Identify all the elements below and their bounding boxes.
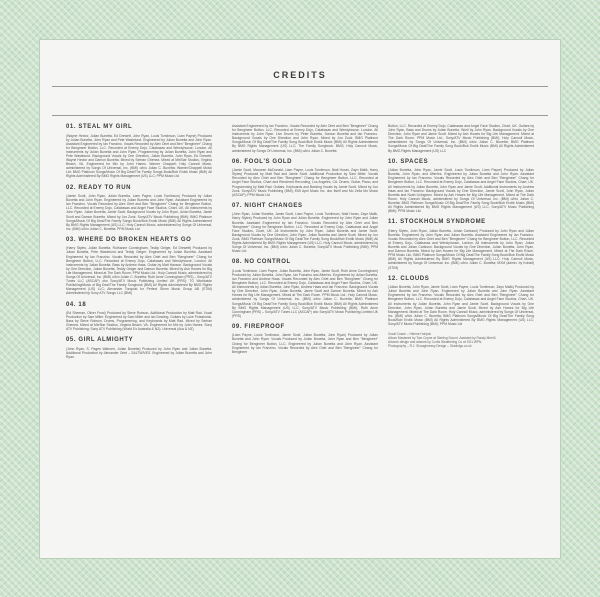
track-credit [66,185,212,231]
track-credit-text: (Wayne Hector, Julian Bunetta, Ed Drewett, John Ryan, Louis Tomlinson, Liam Payne) Produced by Julian Bunetta, John Ryan and Pete Wastelund. Engineered by Julian Bunetta and John Ryan. Assistant Engineered by Ian Franzino. Vocals Recorded by Alex Oriet and Ben "Bengineer" Chang for Bengineer Button, LLC. Recorded at Enemy Dojo, Calabasas and Wendyhouse, London. All Instruments by Julian Bunetta and John Ryan. Programming by Julian Bunetta, John Ryan and Pete Wastelund. Background Vocals by One Direction, Julian Bunetta, John Ryan, Ed Drewett, Wayne Hector and Damon Bunetta. Mixed by Serban Ghenea. Mixed at MixStar Studios, Virginia Beach, VA. Engineered for Mix by John Hanes. Warner Chappell; Holy Cannoli Music, administered by Songs Of Universal, Inc. (BMI) o/b/o Julian C. Bunetta; Warner/Chappell Music Ltd; BMG Platinum Songs/Music Of Big Deal/The Family Songs Book/Bob Erotik Music (BMI) All Rights Administered By BMG Rights Management (US) LLC; PPM Music Ltd [66,133,212,179]
track-credit [66,237,212,296]
track-heading: 04. 18 [66,301,87,308]
track-credit-text: (John Ryan, Julian Bunetta, Jamie Scott, Liam Payne, Louis Tomlinson, Niall Horan, Zayn Malik, Harry Styles) Produced by John Ryan and Julian Bunetta. Engineered by John Ryan and Julian Bunetta. Assistant Engineered by Ian Franzino. Vocals Recorded by Alex Oriet and Ben "Bengineer" Chang for Bengineer Button, LLC. Recorded at Enemy Dojo, Calabasas and Angel Face Studios, Chart, UK. All Instruments by John Ryan, Julian Bunetta and Jamie Scott. Background Vocals by One Direction, John Ryan, Julian Bunetta and Jamie Scott. Mixed by Jon Zook. BMG Platinum Songs/Music Of Big Deal/The Family Song Book/Bob Erotik Music (BMI) All Rights Administered By BMG Rights Management (US) LLC; Holy Cannoli Music, administered by Songs Of Universal, Inc. (BMI) o/b/o Julian C. Bunetta; Sony/ATV Music Publishing (BMI); PPM Music Ltd [232,212,378,254]
page-title: CREDITS [273,70,327,80]
track-credit-text: (Harry Styles, Julian Bunetta, Ruthanne Cunningham, Teddy Geiger, Ed Drewett) Produced by Julian Bunetta, Pete Wastelund and Teddy Geiger. Engineered by Julian Bunetta. Assistant Engineered by Ian Franzino. Vocals Recorded by Alex Oriet and Ben "Bengineer" Chang for Bengineer Button, LLC. Recorded at Enemy Dojo, Calabasas and Wendyhouse, London. All Instruments by Julian Bunetta. Bass by Andrew Haas. Guitar by Matt Hanson. Background Vocals by One Direction, Julian Bunetta, Teddy Geiger and Damon Bunetta. Mixed by Ash Howes for Big Life Management. Mixed at The Dark Room. PPM Music Ltd.; Holy Cannoli Music, administered by Songs Of Universal, Inc. (BMI) o/b/o Julian C. Bunetta; Ruth Anne Cunningham (PRS) – Sony/ATV Tunes LLC (ASCAP) obo Sony/ATV Music Publishing Limited UK (PRS); TG Worldwide Publishing/Music of Big Deal/The Family Songbook (BMI) All Rights Administered By BMG Rights Management (US) LLC; Alexander Tonquist for Perfect Storm Music Group AB (STIM) Administered by Sony ATV Songs LLC (BMI) [66,246,213,296]
track-heading: 06. FOOL'S GOLD [232,158,293,165]
track-credit [388,159,534,214]
track-credit [232,259,378,318]
track-credit [232,124,378,153]
footer-note-line: Photography – R.J. Shaughnessy Design – Studiolgo.co.uk [388,344,472,349]
credits-column-1 [66,124,212,365]
footer-note-line: Album Mastered by Tom Coyne at Sterling Sound. Assisted by Randy Merrill. [388,336,497,341]
track-credit-text: (Ed Sheeran, Oliver Frost) Produced by Steve Robson. Additional Production by Matt Rad. Vocal Production by Sam Miller. Engineered by Sam Miller and Ian Dowling. Guitars by Luke Potashnick. Bass by Steve Robson. Drums, Programming, and Keyboards by Matt Rad. Mixed by Serban Ghenea. Mixed at MixStar Studios, Virginia Beach, VA. Engineered for Mix by John Hanes. Sony ATV Publishing; Sony ATV Publishing (World Ex Australia & NZ); Universal (Aus & NZ) [66,311,212,332]
track-credit [66,337,212,359]
track-credit-text: (Julian Bunetta, John Ryan, Jamie Scott, Liam Payne, Louis Tomlinson, Zayn Malik) Produced by Julian Bunetta and John Ryan. Engineered by Julian Bunetta and John Ryan. Assistant Engineered by Ian Franzino. Vocals Recorded by Alex Oriet and Ben "Bengineer" Chang for Bengineer Button, LLC. Recorded at Enemy Dojo, Calabasas and Angel Face Studios, Chart, UK. All Instruments by Julian Bunetta, John Ryan and Jamie Scott. Background Vocals by One Direction, John Ryan, Julian Bunetta and Jamie Scott. Mixed by Ash Howes for Big Life Management. Mixed at The Dark Room. Holy Cannoli Music, administered by Songs Of Universal, Inc. (BMI) o/b/o Julian C. Bunetta; BMG Platinum Songs/Music Of Big Deal/The Family Song Book/Bob Erotik Music (BMI) All Rights Administered By BMG Rights Management (US) LLC; Sony/ATV Music Publishing (BMI); PPM Music Ltd [388,285,534,326]
footer-notes [388,332,534,348]
credits-column-2 [232,124,378,360]
credits-column-3 [388,124,534,348]
track-credit-text: Button, LLC. Recorded at Enemy Dojo, Calabasas and Angel Face Studios, Chart, UK. Guitars by John Ryan, Bass and Drums by Julian Bunetta. Wurli by John Ryan. Background Vocals by One Direction, John Ryan and Jamie Scott. Mixed by Ash Howes for Big Life Management. Mixed at The Dark Room. PPM Music Ltd.; Sony/ATV Music Publishing (BMI); Holy Cannoli Music, administered by Songs Of Universal, Inc. (BMI) o/b/o Julian C. Bunetta; BMG Platinum Songs/Music Of Big Deal/The Family Song Book/Bob Erotik Music (BMI) All Rights Administered By BMG Rights Management (US) LLC [388,124,534,153]
track-credit-text: (Harry Styles, John Ryan, Julian Bunetta, Johan Carlsson) Produced by John Ryan and Julian Bunetta. Engineered by John Ryan and Julian Bunetta. Assistant Engineered by Ian Franzino. Vocals Recorded by Alex Oriet and Ben "Bengineer" Chang for Bengineer Button, LLC. Recorded at Enemy Dojo, Calabasas and Wendyhouse, London. All Instruments by John Ryan, Julian Bunetta and Johan Carlsson. Background Vocals by One Direction, Julian Bunetta, John Ryan, and Damon Bunetta. Mixed by Ash Howes for Big Life Management. Mixed at The Dark Room. PPM Music Ltd.; BMG Platinum Songs/Music Of Big Deal/The Family Song Book/Bob Erotik Music (BMI) All Rights Administered By BMG Rights Management (US) LLC; Holy Cannoli Music, administered by Songs Of Universal, Inc. (BMI) o/b/o Julian C. Bunetta; MXM (admin. by Kobalt) (STIM) [388,228,534,270]
track-credit [232,203,378,253]
track-heading: 08. NO CONTROL [232,259,291,266]
track-credit [66,302,212,332]
track-credit-text: (Louis Tomlinson, Liam Payne, Julian Bunetta, John Ryan, Jamie Scott, Ruth Anne Cunningham) Produced by Julian Bunetta, John Ryan, Ian Franzino and Afterhrs. Engineered by Julian Bunetta, Ian Franzino and Andrew Haas. Vocals Recorded by Alex Oriet and Ben "Bengineer" Chang for Bengineer Button, LLC. Recorded at Enemy Dojo, Calabasas and Angel Face Studios, Chart, UK. All Instruments by Julian Bunetta, John Ryan, Andrew Haas and Ian Franzino. Background Vocals by One Direction, John Ryan, Julian Bunetta, Jamie Scott and Damon Bunetta. Mixed by Ash Howes for Big Life Management. Mixed at The Dark Room. PPM Music Ltd.; Holy Cannoli Music, administered by Songs Of Universal, Inc. (BMI) o/b/o Julian C. Bunetta; BMG Platinum Songs/Music Of Big Deal/The Family Song Book/Bob Erotik Music (BMI) All Rights Administered By BMG Rights Management (US) LLC; Sony/ATV Music Publishing (BMI); Ruth Anne Cunningham (PRS) – Sony/ATV Tunes LLC (ASCAP) obo Sony/ATV Music Publishing Limited UK (PRS) [232,268,378,318]
track-credit-text: Assistant Engineered by Ian Franzino. Vocals Recorded by Alex Oriet and Ben "Bengineer" Chang for Bengineer Button, LLC. Recorded at Enemy Dojo, Calabasas and Wendyhouse, London. All Instruments by John Ryan. Live Drums by Peter Bunetta, Damon Bunetta and Ian Franzino. Background Vocals by One Direction and John Ryan. Mixed by Jon Zook. BMG Platinum Songs/Music Of Big Deal/The Family Song Book/Bob Erotik Music (BMI) All Rights Administered By BMG Rights Management (US) LLC; The Family Songbook. BMG; Holy Cannoli Music, administered by Songs Of Universal, Inc. (BMI) o/b/o Julian C. Bunetta [232,124,378,153]
track-heading: 02. READY TO RUN [66,184,132,191]
track-heading: 11. STOCKHOLM SYNDROME [388,219,486,226]
track-credit [66,124,212,179]
title-rule-top [52,86,548,87]
track-heading: 03. WHERE DO BROKEN HEARTS GO [66,236,192,243]
track-credit-text: (Jamie Scott, Maureen McDonald, Liam Payne, Louis Tomlinson, Niall Horan, Zayn Malik, Harry Styles) Produced by Matt Rad and Jamie Scott. Additional Production by Sam Miller. Vocals Recorded by Alex Oriet and Ben "Bengineer" Chang for Bengineer Button, LLC. Recorded at Angel Face Studios, Chart and Rendered Recording, Los Angeles, CA. Drums, Guitar, Piano, and Programming by Matt Rad. Guitars, Keyboards and Backing Vocals by Jamie Scott. Mixed by Jon Zook. Sony/ATV Music Publishing (BMI); EMI April Music Inc. obo Itself and Mo Zella Mo Music (ASCAP); PPM Music Ltd [232,168,378,197]
track-heading: 12. CLOUDS [388,275,430,282]
track-credit-text: (Julian Bunetta, John Ryan, Jamie Scott, Louis Tomlinson, Liam Payne) Produced by Julian Bunetta, John Ryan, and Afterhrs. Engineered by Julian Bunetta and John Ryan. Assistant Engineered by Ian Franzino. Vocals Recorded by Alex Oriet and Ben "Bengineer" Chang for Bengineer Button, LLC. Recorded at Enemy Dojo, Calabasas and Angel Face Studios, Chart, UK. All Instruments by Julian Bunetta, John Ryan and Jamie Scott. Additional Instruments by Andrew Haas and Ian Franzino. Background Vocals by One Direction, Jamie Scott, John Ryan, Julian Bunetta and Noah Livingston. Mixed by Ash Howes for Big Life Management. Mixed at The Dark Room. Holy Cannoli Music, administered by Songs Of Universal, Inc. (BMI) o/b/o Julian C. Bunetta; BMG Platinum Songs/Music Of Big Deal/The Family Song Book/Bob Erotik Music (BMI) All Rights Administered By BMG Rights Management (US) LLC; Sony/ATV Music Publishing (BMI); PPM Music Ltd [388,168,534,214]
footer-note-line: Artwork design and artwork by Curtis Weathering Co at SO1.WPN. [388,340,483,345]
title-rule-bottom [52,115,548,116]
track-heading: 05. GIRL ALMIGHTY [66,337,134,344]
track-credit-text: (Jamie Scott, John Ryan, Julian Bunetta, Liam Payne, Louis Tomlinson) Produced by Julian Bunetta and John Ryan. Engineered by Julian Bunetta and John Ryan. Assistant Engineered by Ian Franzino. Vocals Recorded by Alex Oriet and Ben "Bengineer" Chang for Bengineer Button, LLC. Recorded at Enemy Dojo, Calabasas and Angel Face Studios, Chart, UK. All Instruments by John Ryan, Julian Bunetta, Jamie Scott. Background Vocals by John Ryan, Julian Bunetta, Jamie Scott and Damon Bunetta. Mixed by Jon Zook. Sony/ATV Music Publishing (BMI); BMG Platinum Songs/Music Of Big Deal/The Family Songs Book/Bob Erotik Music (BMI) All Rights Administered By BMG Rights Management (US) LLC; Holy Cannoli Music, administered by Songs Of Universal, Inc. (BMI) o/b/o Julian C. Bunetta; PPM Music Ltd [66,194,212,231]
track-heading: 09. FIREPROOF [232,323,285,330]
track-credit-text: (John Ryan, S. Pages Wahnen, Julian Bunetta) Produced by John Ryan and Julian Bunetta. Additional Production by Alexander Oriet – SALTWIVES. Engineered by Julian Bunetta and John Ryan. [66,346,212,360]
track-credit [232,159,378,197]
footer-note-line: Vocal Coach – Helene Horlyck [388,332,432,337]
track-credit [388,276,534,326]
track-credit [388,219,534,269]
track-heading: 10. SPACES [388,158,429,165]
track-credit [388,124,534,153]
track-credit-text: (Liam Payne, Louis Tomlinson, Jamie Scott, Julian Bunetta, John Ryan) Produced by Julian Bunetta and John Ryan. Vocals Produced by Julian Bunetta, John Ryan and Ben "Bengineer" Chang for Bengineer Button, LLC. Engineered by Julian Bunetta and John Ryan. Assistant Engineered by Ian Franzino. Vocals Recorded by Alex Oriet and Ben "Bengineer" Chang for Bengineer [232,333,378,354]
track-heading: 07. NIGHT CHANGES [232,202,303,209]
track-heading: 01. STEAL MY GIRL [66,124,133,130]
track-credit [232,324,378,354]
